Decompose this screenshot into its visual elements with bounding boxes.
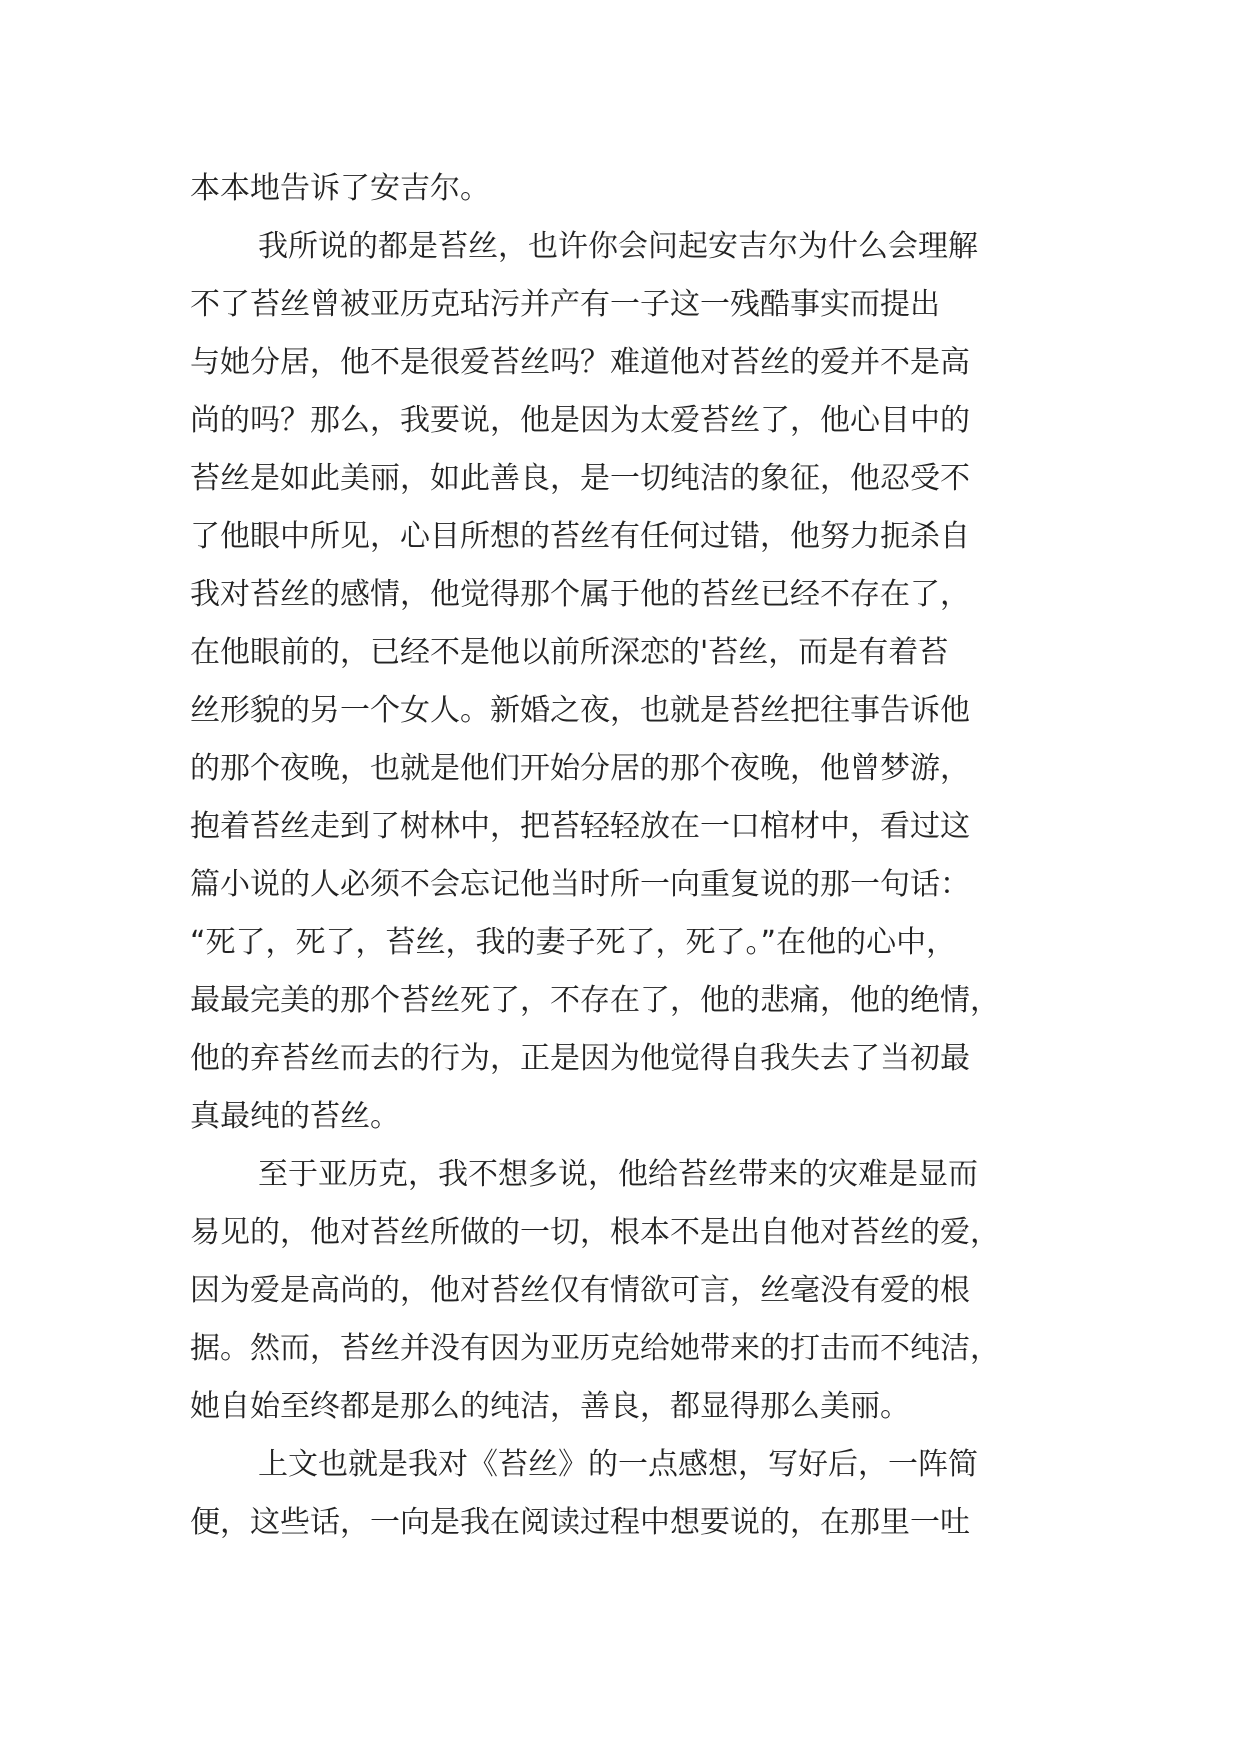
- text-line: 尚的吗？那么，我要说，他是因为太爱苔丝了，他心目中的: [190, 403, 970, 438]
- text-line: 抱着苔丝走到了树林中，把苔轻轻放在一口棺材中，看过这: [190, 809, 970, 844]
- text-line: 丝形貌的另一个女人。新婚之夜，也就是苔丝把往事告诉他: [190, 693, 970, 728]
- text-line: 最最完美的那个苔丝死了，不存在了，他的悲痛，他的绝情，: [190, 983, 1000, 1018]
- text-line: 上文也就是我对《苔丝》的一点感想，写好后，一阵简: [258, 1447, 978, 1482]
- text-line: 我对苔丝的感情，他觉得那个属于他的苔丝已经不存在了，: [190, 577, 970, 612]
- text-line: 他的弃苔丝而去的行为，正是因为他觉得自我失去了当初最: [190, 1041, 970, 1076]
- text-line: 本本地告诉了安吉尔。: [190, 171, 490, 206]
- text-line: 易见的，他对苔丝所做的一切，根本不是出自他对苔丝的爱，: [190, 1215, 1000, 1250]
- text-line: 在他眼前的，已经不是他以前所深恋的'苔丝，而是有着苔: [190, 635, 949, 670]
- text-line: 真最纯的苔丝。: [190, 1099, 400, 1134]
- text-line: 她自始至终都是那么的纯洁，善良，都显得那么美丽。: [190, 1389, 910, 1424]
- text-line: 我所说的都是苔丝，也许你会问起安吉尔为什么会理解: [258, 229, 978, 264]
- text-line: 便，这些话，一向是我在阅读过程中想要说的，在那里一吐: [190, 1505, 970, 1540]
- text-line: 苔丝是如此美丽，如此善良，是一切纯洁的象征，他忍受不: [190, 461, 970, 496]
- text-line: 篇小说的人必须不会忘记他当时所一向重复说的那一句话：: [190, 867, 970, 902]
- text-line: 的那个夜晚，也就是他们开始分居的那个夜晚，他曾梦游，: [190, 751, 970, 786]
- document-body: [190, 160, 1050, 1552]
- text-line: 至于亚历克，我不想多说，他给苔丝带来的灾难是显而: [258, 1157, 978, 1192]
- text-line: 据。然而，苔丝并没有因为亚历克给她带来的打击而不纯洁，: [190, 1331, 1000, 1366]
- text-line: 与她分居，他不是很爱苔丝吗？难道他对苔丝的爱并不是高: [190, 345, 970, 380]
- text-line: 了他眼中所见，心目所想的苔丝有任何过错，他努力扼杀自: [190, 519, 970, 554]
- text-line: 因为爱是高尚的，他对苔丝仅有情欲可言，丝毫没有爱的根: [190, 1273, 970, 1308]
- text-line: “死了，死了，苔丝，我的妻子死了，死了。”在他的心中，: [190, 925, 957, 960]
- text-line: 不了苔丝曾被亚历克玷污并产有一子这一残酷事实而提出: [190, 287, 940, 322]
